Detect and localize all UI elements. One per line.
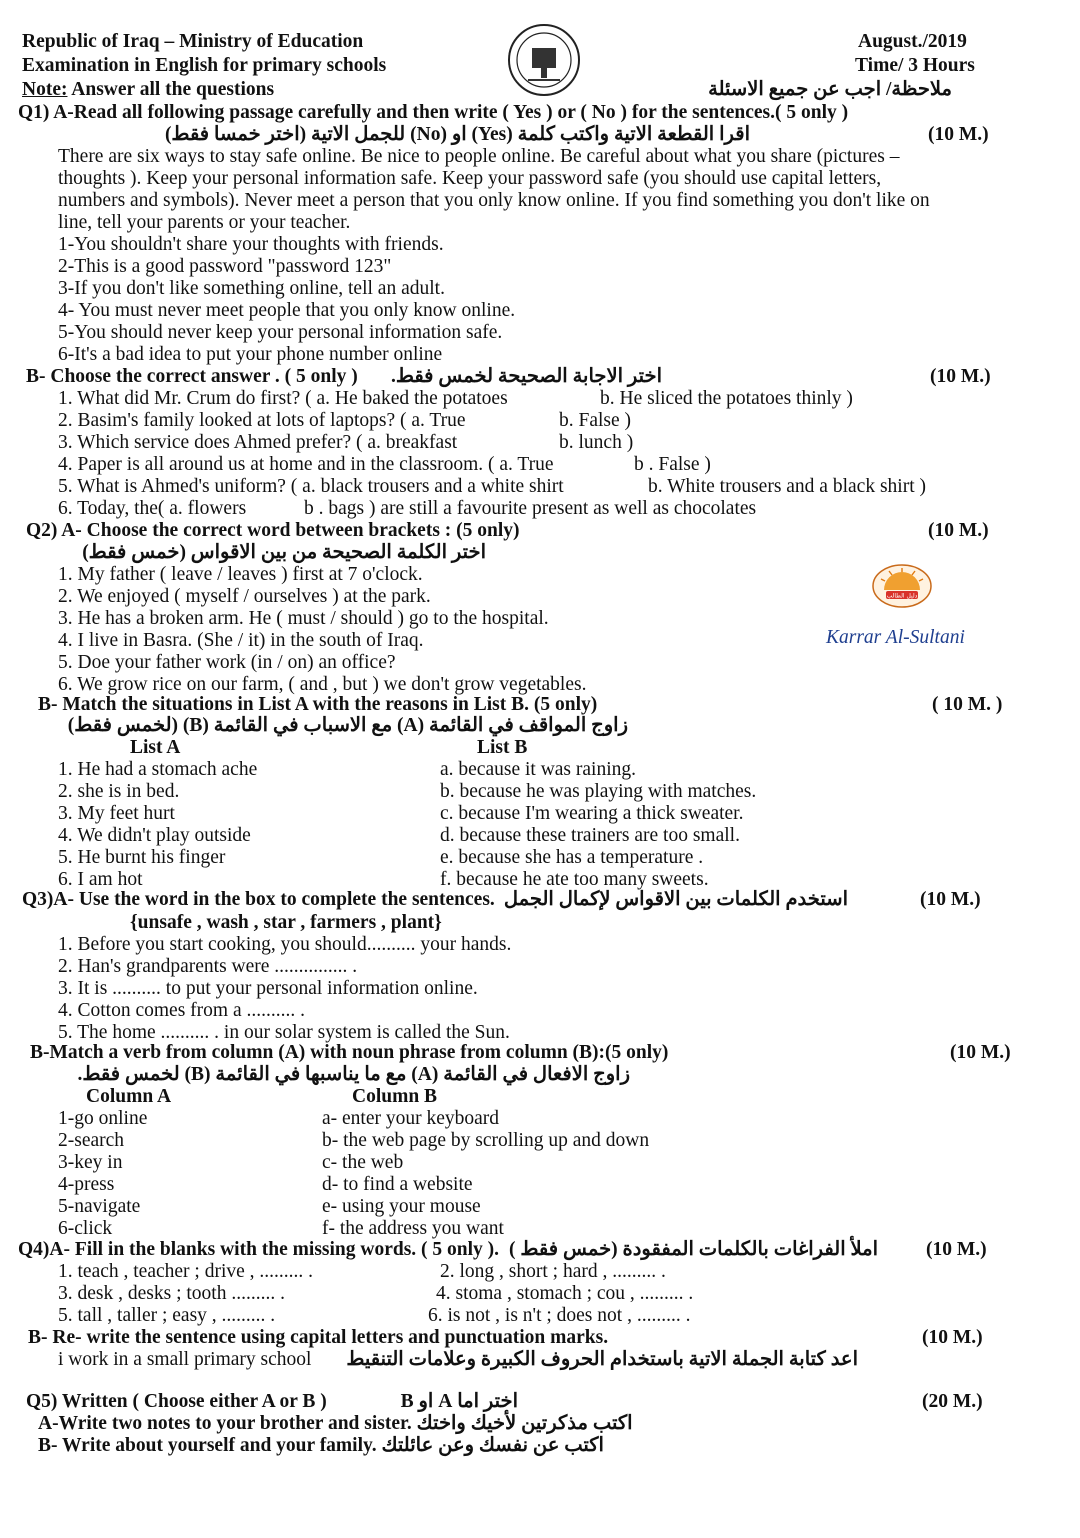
q5-option-a xyxy=(38,1413,633,1435)
header-ministry: Republic of Iraq – Ministry of Education xyxy=(22,31,364,52)
q1b-option: b. He sliced the potatoes thinly ) xyxy=(600,388,853,409)
q1-item: 2-This is a good password "password 123" xyxy=(58,256,392,277)
word-box: {unsafe , wash , star , farmers , plant} xyxy=(130,912,442,933)
q5-option-b xyxy=(38,1435,604,1457)
list-b-header: List B xyxy=(477,737,528,758)
q2-item: 6. We grow rice on our farm, ( and , but ) we don't grow vegetables. xyxy=(58,674,587,695)
q2-marks: (10 M.) xyxy=(928,520,989,541)
q3-title: Q3)A- Use the word in the box to complete the sentences. xyxy=(22,889,495,910)
column-a-item: 5-navigate xyxy=(58,1196,141,1217)
list-b-item: d. because these trainers are too small. xyxy=(440,825,740,846)
q4-item: 5. tall , taller ; easy , ......... . xyxy=(58,1305,276,1326)
q1b-option: b . bags ) are still a favourite present as well as chocolates xyxy=(304,498,757,519)
q1-marks: (10 M.) xyxy=(928,124,989,145)
student-guide-logo-icon xyxy=(872,564,932,608)
q3-item: 5. The home .......... . in our solar system is called the Sun. xyxy=(58,1022,510,1043)
q2b-marks: ( 10 M. ) xyxy=(932,694,1003,715)
q1b-question: 5. What is Ahmed's uniform? ( a. black trousers and a white shirt xyxy=(58,476,564,497)
list-a-item: 6. I am hot xyxy=(58,869,143,890)
column-b-item: e- using your mouse xyxy=(322,1196,481,1217)
q1b-option: b. White trousers and a black shirt ) xyxy=(648,476,926,497)
q4-marks: (10 M.) xyxy=(926,1239,987,1260)
q5-option-a-text: A-Write two notes to your brother and sister. xyxy=(38,1413,412,1434)
list-b-item: c. because I'm wearing a thick sweater. xyxy=(440,803,744,824)
list-a-item: 1. He had a stomach ache xyxy=(58,759,258,780)
list-b-item: a. because it was raining. xyxy=(440,759,637,780)
author-signature: Karrar Al-Sultani xyxy=(826,627,965,648)
passage-line: line, tell your parents or your teacher. xyxy=(58,212,351,233)
stamp-text: دليل الطالب xyxy=(886,592,918,600)
q1-title: Q1) A-Read all following passage carefully and then write ( Yes ) or ( No ) for the sentences.( 5 only ) xyxy=(18,102,849,123)
note-text: Answer all the questions xyxy=(67,79,275,100)
q2b-arabic-instruction: زاوج المواقف في القائمة (A) مع الاسباب في القائمة (B) (لخمس فقط) xyxy=(67,715,628,736)
header-time: Time/ 3 Hours xyxy=(855,55,975,76)
header-note xyxy=(22,79,274,101)
q3-item: 4. Cotton comes from a .......... . xyxy=(58,1000,305,1021)
q1-item: 5-You should never keep your personal information safe. xyxy=(58,322,503,343)
q4-arabic-instruction: املأ الفراغات بالكلمات المفقودة (خمس فقط ) xyxy=(509,1239,878,1260)
q2b-title: B- Match the situations in List A with the reasons in List B. (5 only) xyxy=(38,694,598,715)
q2-item: 4. I live in Basra. (She / it) in the south of Iraq. xyxy=(58,630,424,651)
header-note-arabic: ملاحظة/ اجب عن جميع الاسئلة xyxy=(708,79,952,100)
column-a-item: 3-key in xyxy=(58,1152,123,1173)
list-b-item: f. because he ate too many sweets. xyxy=(440,869,709,890)
q5-option-b-text: B- Write about yourself and your family. xyxy=(38,1435,377,1456)
q4-item: 4. stoma , stomach ; cou , ......... . xyxy=(436,1283,694,1304)
q1-item: 4- You must never meet people that you only know online. xyxy=(58,300,516,321)
q1b-arabic-instruction: اختر الاجابة الصحيحة لخمس فقط. xyxy=(390,366,662,387)
q1-item: 3-If you don't like something online, tell an adult. xyxy=(58,278,445,299)
header-date: August./2019 xyxy=(858,31,967,52)
q3b-title: B-Match a verb from column (A) with noun phrase from column (B):(5 only) xyxy=(30,1042,669,1063)
q5-option-a-arabic: اكتب مذكرتين لأخيك واختك xyxy=(416,1413,633,1434)
column-b-header: Column B xyxy=(352,1086,438,1107)
q4b-marks: (10 M.) xyxy=(922,1327,983,1348)
column-a-header: Column A xyxy=(86,1086,172,1107)
q1-arabic-instruction: اقرا القطعة الاتية واكتب كلمة (Yes) او (No) للجمل الاتية (اختر خمسا فقط) xyxy=(164,124,750,145)
list-a-item: 2. she is in bed. xyxy=(58,781,180,802)
q1b-question: 2. Basim's family looked at lots of laptops? ( a. True xyxy=(58,410,466,431)
q5-title: Q5) Written ( Choose either A or B ) xyxy=(26,1391,327,1412)
q1b-question: 6. Today, the( a. flowers xyxy=(58,498,247,519)
q4b-arabic-instruction: اعد كتابة الجملة الاتية باستخدام الحروف الكبيرة وعلامات التنقيط xyxy=(346,1349,858,1370)
q2-arabic-instruction: اختر الكلمة الصحيحة من بين الاقواس (خمس فقط) xyxy=(82,542,486,563)
q2-item: 5. Doe your father work (in / on) an office? xyxy=(58,652,396,673)
header-exam-title: Examination in English for primary schools xyxy=(22,55,387,76)
q1b-question: 1. What did Mr. Crum do first? ( a. He baked the potatoes xyxy=(58,388,508,409)
q1b-option: b . False ) xyxy=(634,454,711,475)
q5-marks: (20 M.) xyxy=(922,1391,983,1412)
q1b-question: 3. Which service does Ahmed prefer? ( a. breakfast xyxy=(58,432,458,453)
q4b-sentence: i work in a small primary school xyxy=(58,1349,312,1370)
q3b-marks: (10 M.) xyxy=(950,1042,1011,1063)
q1b-question: 4. Paper is all around us at home and in the classroom. ( a. True xyxy=(58,454,554,475)
q3-item: 2. Han's grandparents were ............... . xyxy=(58,956,358,977)
passage-line: There are six ways to stay safe online. Be nice to people online. Be careful about what you share (pictures – xyxy=(58,146,900,167)
q1b-marks: (10 M.) xyxy=(930,366,991,387)
q2-item: 3. He has a broken arm. He ( must / should ) go to the hospital. xyxy=(58,608,549,629)
ministry-seal-icon xyxy=(506,22,582,98)
q5-option-b-arabic: اكتب عن نفسك وعن عائلتك xyxy=(381,1435,604,1456)
q4-item: 1. teach , teacher ; drive , ......... . xyxy=(58,1261,314,1282)
q4-item: 2. long , short ; hard , ......... . xyxy=(440,1261,666,1282)
q4-title: Q4)A- Fill in the blanks with the missing words. ( 5 only ). xyxy=(18,1239,500,1260)
passage-line: thoughts ). Keep your personal information safe. Keep your password safe (you should use capital letters, xyxy=(58,168,882,189)
note-label: Note: xyxy=(22,79,68,100)
q3-item: 3. It is .......... to put your personal information online. xyxy=(58,978,478,999)
q1b-option: b. lunch ) xyxy=(559,432,634,453)
column-b-item: c- the web xyxy=(322,1152,404,1173)
q1-item: 6-It's a bad idea to put your phone number online xyxy=(58,344,443,365)
q3b-arabic-instruction: زاوج الافعال في القائمة (A) مع ما يناسبها في القائمة (B) لخمس فقط. xyxy=(77,1064,630,1085)
q1b-title: B- Choose the correct answer . ( 5 only ) xyxy=(26,366,358,387)
column-a-item: 4-press xyxy=(58,1174,115,1195)
q3-marks: (10 M.) xyxy=(920,889,981,910)
q5-arabic-instruction: اختر اما A او B xyxy=(400,1391,518,1412)
list-a-item: 5. He burnt his finger xyxy=(58,847,226,868)
column-b-item: f- the address you want xyxy=(322,1218,504,1239)
q4-item: 6. is not , is n't ; does not , ......... . xyxy=(428,1305,691,1326)
q1b-option: b. False ) xyxy=(559,410,632,431)
column-a-item: 1-go online xyxy=(58,1108,148,1129)
q3-arabic-instruction: استخدم الكلمات بين الاقواس لإكمال الجمل xyxy=(503,889,848,910)
column-a-item: 2-search xyxy=(58,1130,125,1151)
list-a-item: 4. We didn't play outside xyxy=(58,825,251,846)
q2-item: 2. We enjoyed ( myself / ourselves ) at the park. xyxy=(58,586,431,607)
q1-item: 1-You shouldn't share your thoughts with friends. xyxy=(58,234,444,255)
q2-item: 1. My father ( leave / leaves ) first at 7 o'clock. xyxy=(58,564,423,585)
q2-title: Q2) A- Choose the correct word between brackets : (5 only) xyxy=(26,520,520,541)
list-a-header: List A xyxy=(130,737,181,758)
list-a-item: 3. My feet hurt xyxy=(58,803,175,824)
list-b-item: e. because she has a temperature . xyxy=(440,847,704,868)
column-b-item: b- the web page by scrolling up and down xyxy=(322,1130,650,1151)
column-b-item: d- to find a website xyxy=(322,1174,473,1195)
q4b-title: B- Re- write the sentence using capital letters and punctuation marks. xyxy=(28,1327,609,1348)
column-a-item: 6-click xyxy=(58,1218,113,1239)
q3-item: 1. Before you start cooking, you should.......... your hands. xyxy=(58,934,512,955)
passage-line: numbers and symbols). Never meet a person that you only know online. If you find something you don't like on xyxy=(58,190,930,211)
list-b-item: b. because he was playing with matches. xyxy=(440,781,757,802)
q4-item: 3. desk , desks ; tooth ......... . xyxy=(58,1283,285,1304)
column-b-item: a- enter your keyboard xyxy=(322,1108,500,1129)
